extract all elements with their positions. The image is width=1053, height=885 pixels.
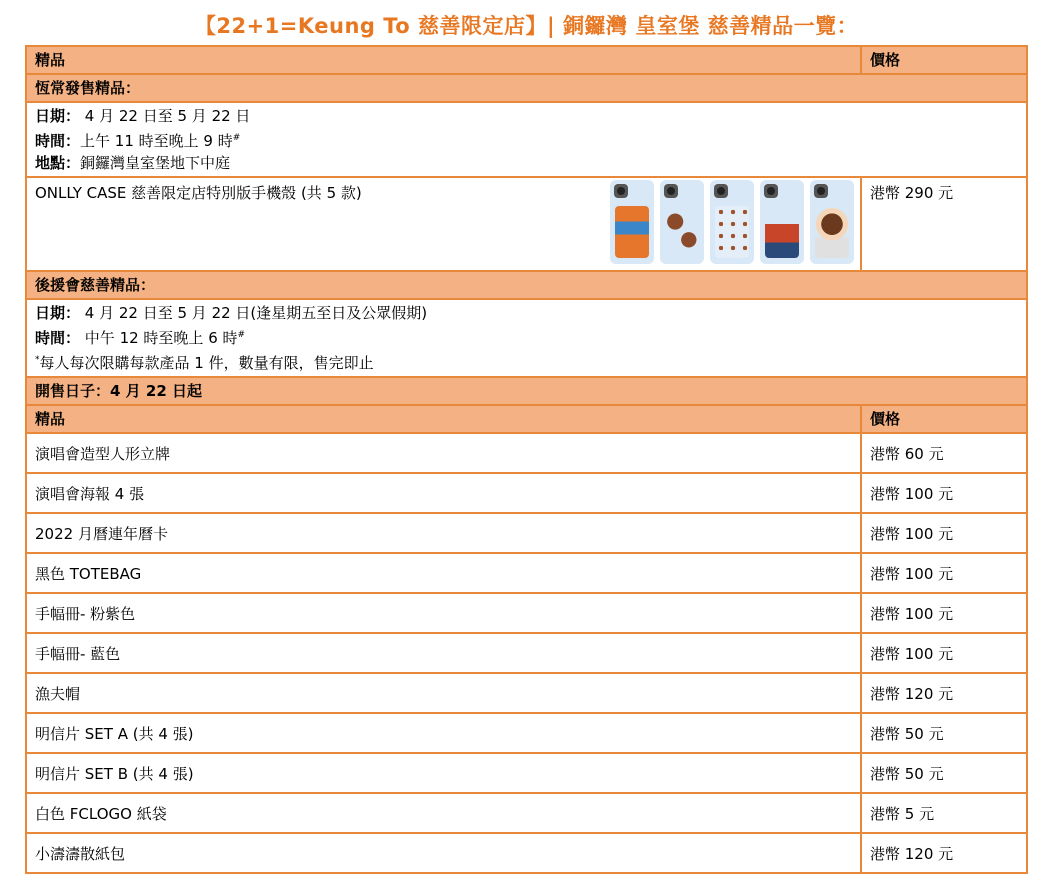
item-price: 港幣 5 元 xyxy=(861,793,1027,833)
date-value: 4 月 22 日至 5 月 22 日 xyxy=(84,107,251,125)
section2-heading: 後援會慈善精品： xyxy=(26,271,1027,299)
item-price: 港幣 50 元 xyxy=(861,753,1027,793)
items-header-price: 價格 xyxy=(861,405,1027,433)
table-row xyxy=(26,513,1027,553)
table-row xyxy=(26,433,1027,473)
item-price: 港幣 100 元 xyxy=(861,553,1027,593)
item-name: 2022 月曆連年曆卡 xyxy=(26,513,861,553)
phone-case-2-icon xyxy=(660,180,704,264)
time-label: 時間： xyxy=(35,329,81,347)
item-price: 港幣 60 元 xyxy=(861,433,1027,473)
merchandise-table xyxy=(25,45,1028,874)
item-name: 明信片 SET B (共 4 張) xyxy=(26,753,861,793)
item-name: 明信片 SET A (共 4 張) xyxy=(26,713,861,753)
item-price: 港幣 50 元 xyxy=(861,713,1027,753)
table-row xyxy=(26,553,1027,593)
item-price: 港幣 100 元 xyxy=(861,513,1027,553)
phone-case-row xyxy=(26,177,1027,271)
phone-case-images xyxy=(604,180,854,264)
item-name: 演唱會造型人形立牌 xyxy=(26,433,861,473)
section1-heading: 恆常發售精品： xyxy=(26,74,1027,102)
place-label: 地點： xyxy=(35,154,81,172)
item-price: 港幣 120 元 xyxy=(861,673,1027,713)
item-price: 港幣 100 元 xyxy=(861,633,1027,673)
section2-info xyxy=(26,299,1027,377)
phone-case-3-icon xyxy=(710,180,754,264)
phone-case-name: ONLLY CASE 慈善限定店特別版手機殼 (共 5 款) xyxy=(35,184,362,202)
table-row xyxy=(26,633,1027,673)
item-price: 港幣 120 元 xyxy=(861,833,1027,873)
phone-case-5-icon xyxy=(810,180,854,264)
table-row xyxy=(26,753,1027,793)
time-mark: # xyxy=(232,133,241,143)
sale-start: 開售日子：4 月 22 日起 xyxy=(26,377,1027,405)
item-price: 港幣 100 元 xyxy=(861,473,1027,513)
table-row xyxy=(26,833,1027,873)
date-label: 日期： xyxy=(35,107,81,125)
section1-info xyxy=(26,102,1027,177)
time-mark: # xyxy=(237,330,246,340)
section2-info-row xyxy=(26,299,1027,377)
phone-case-cell xyxy=(26,177,861,271)
note-mark: * xyxy=(35,355,40,365)
item-name: 手幅冊- 藍色 xyxy=(26,633,861,673)
sale-start-row xyxy=(26,377,1027,405)
time-value: 中午 12 時至晚上 6 時 xyxy=(84,329,238,347)
section1-info-row xyxy=(26,102,1027,177)
item-name: 手幅冊- 粉紫色 xyxy=(26,593,861,633)
purchase-note: 每人每次限購每款產品 1 件，數量有限，售完即止 xyxy=(39,354,374,372)
section1-heading-row xyxy=(26,74,1027,102)
table-row xyxy=(26,713,1027,753)
date-label: 日期： xyxy=(35,304,81,322)
item-name: 白色 FCLOGO 紙袋 xyxy=(26,793,861,833)
header-item: 精品 xyxy=(26,46,861,74)
place-value: 銅鑼灣皇室堡地下中庭 xyxy=(80,154,231,172)
section2-heading-row xyxy=(26,271,1027,299)
table-row xyxy=(26,793,1027,833)
item-name: 小濤濤散紙包 xyxy=(26,833,861,873)
table-header-row xyxy=(26,46,1027,74)
item-name: 漁夫帽 xyxy=(26,673,861,713)
time-label: 時間： xyxy=(35,132,81,150)
item-name: 演唱會海報 4 張 xyxy=(26,473,861,513)
phone-case-price: 港幣 290 元 xyxy=(861,177,1027,271)
phone-case-4-icon xyxy=(760,180,804,264)
phone-case-1-icon xyxy=(610,180,654,264)
table-row xyxy=(26,673,1027,713)
header-price: 價格 xyxy=(861,46,1027,74)
items-header-row xyxy=(26,405,1027,433)
table-row xyxy=(26,473,1027,513)
page-title: 【22+1=Keung To 慈善限定店】| 銅鑼灣 皇室堡 慈善精品一覽： xyxy=(194,14,859,38)
items-header-item: 精品 xyxy=(26,405,861,433)
time-value: 上午 11 時至晚上 9 時 xyxy=(80,132,233,150)
item-name: 黑色 TOTEBAG xyxy=(26,553,861,593)
item-price: 港幣 100 元 xyxy=(861,593,1027,633)
date-value: 4 月 22 日至 5 月 22 日(逢星期五至日及公眾假期) xyxy=(84,304,428,322)
table-row xyxy=(26,593,1027,633)
